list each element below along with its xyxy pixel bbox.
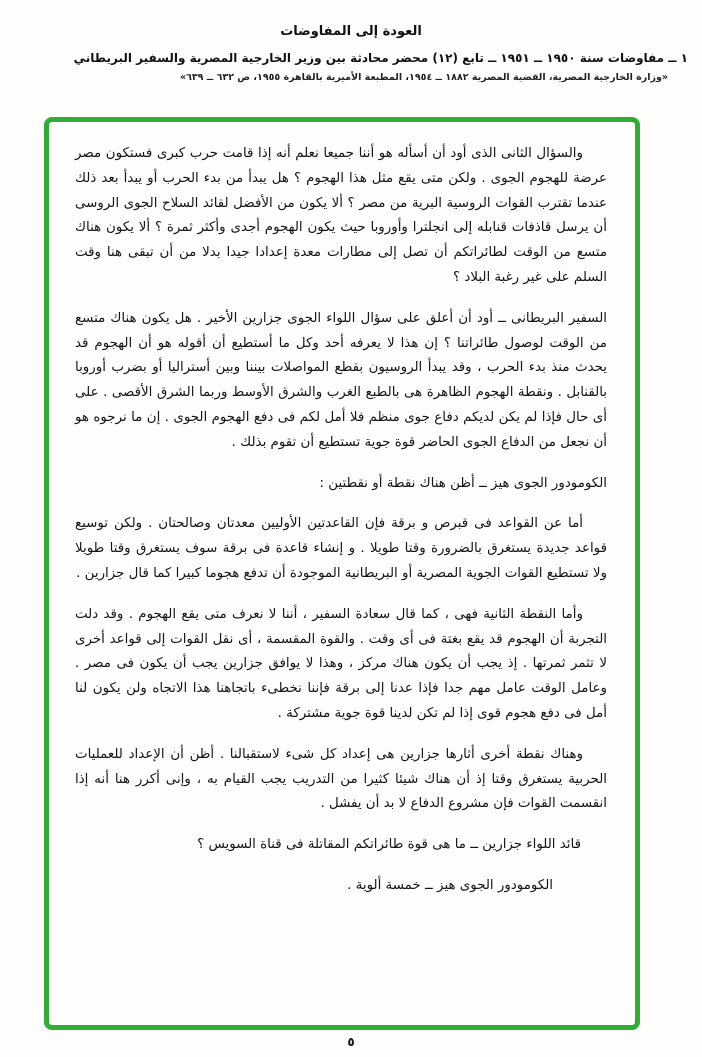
- paragraph-hayes-answer: الكومودور الجوى هيز ــ خمسة ألوية .: [347, 877, 553, 893]
- paragraph-air-commodore-intro: الكومودور الجوى هيز ــ أظن هناك نقطة أو نقطتين :: [319, 475, 607, 491]
- paragraph-gazarine-question: قائد اللواء جزارين ــ ما هى قوة طائراتكم المقاتلة فى قناة السويس ؟: [197, 837, 581, 853]
- source-citation: «وزارة الخارجية المصرية، القضية المصرية ١٨٨٢ ــ ١٩٥٤، المطبعة الأميرية بالقاهرة ١٩٥٥، ص ٦٣٢ ــ ٦٣٩»: [179, 72, 668, 83]
- page-header: [0, 0, 702, 83]
- paragraph-second-point: وأما النقطة الثانية فهى ، كما قال سعادة السفير ، أننا لا نعرف متى يقع الهجوم . وقد دلت التجربة أن الهجوم قد يقع بغتة فى أى وقت . والقوة المقسمة ، أى نقل القوات إلى قواعد أخرى لا تثمر ثمرتها . إذ يجب أن يكون هناك مركز ، وهذا لا يوافق جزارين يجب أن يكون فى مصر . وعامل الوقت عامل مهم جدا فإذا عدنا إلى برقة فإننا نخطىء باتجاهنا هذا الاتجاه ولن يكون لنا أمل فى دفع هجوم قوى إذا لم تكن لدينا قوة جوية مشتركة .: [75, 606, 607, 721]
- page-number: ٥: [347, 1035, 355, 1049]
- paragraph-question: والسؤال الثانى الذى أود أن أسأله هو أننا جميعا نعلم أنه إذا قامت حرب كبرى فستكون مصر عرضة للهجوم الجوى . ولكن متى يقع مثل هذا الهجوم ؟ هل يبدأ من بدء الحرب أو يبدأ بعد ذلك عندما تقترب القوات الروسية البرية من مصر ؟ ألا يكون من الأفضل لقائد السلاح الجوى الروسى أن يرسل قاذفات قنابله إلى انجلترا وأوروبا حيث يكون الهجوم أجدى وأكثر ثمرة ؟ ألا يكون هناك متسع من الوقت لطائراتكم أن تصل إلى مطارات معدة إعدادا جيدا بدلا من أن تبقى هنا وقت السلم على غير رغبة البلاد ؟: [75, 146, 607, 285]
- document-heading: ١ ــ مفاوضات سنة ١٩٥٠ ــ ١٩٥١ ــ تابع (١٢) محضر محادثة بين وزير الخارجية المصرية والسفير البريطاني: [73, 51, 688, 65]
- paragraph-preparation-point: وهناك نقطة أخرى أثارها جزارين هى إعداد كل شىء لاستقبالنا . أظن أن الإعداد للعمليات الحربية يستغرق وقتا إذ أن هناك شيئا كثيرا من التدريب يجب القيام به ، وإنى أكرر هنا أنه إذا انقسمت القوات فإن مشروع الدفاع لا بد أن يفشل .: [75, 746, 607, 812]
- paragraph-bases-point: أما عن القواعد فى قبرص و برقة فإن القاعدتين الأوليين معدتان وصالحتان . ولكن توسيع قواعد جديدة يستغرق بالضرورة وقتا طويلا . و إنشاء قاعدة فى برقة سوف يستغرق وقتا طويلا ولا تستطيع القوات الجوية المصرية أو البريطانية الموجودة أن تدفع هجوما كبيرا كما قال جزارين .: [75, 516, 607, 581]
- page-title: العودة إلى المفاوضات: [280, 24, 422, 39]
- paragraph-british-ambassador: السفير البريطانى ــ أود أن أعلق على سؤال اللواء الجوى جزارين الأخير . هل يكون هناك متسع من الوقت لوصول طائراتنا ؟ إن هذا لا يعرفه أحد وكل ما أستطيع أن أقوله هو أن الهجوم قد يحدث منذ بدء الحرب ، وقد يبدأ الروسيون بقطع المواصلات بيننا وبين أستراليا أو بضرب أوروبا بالقنابل . ونقطة الهجوم الظاهرة هى بالطبع الغرب والشرق الأوسط وربما الشرق الأقصى . على أى حال فإذا لم يكن لديكم دفاع جوى منظم فلا أمل لكم فى دفع الهجوم الجوى . إن ما نرجوه هو أن نجعل من الدفاع الجوى الحاضر قوة جوية تستطيع أن تقوم بذلك .: [75, 310, 607, 450]
- highlight-box: [44, 117, 640, 1030]
